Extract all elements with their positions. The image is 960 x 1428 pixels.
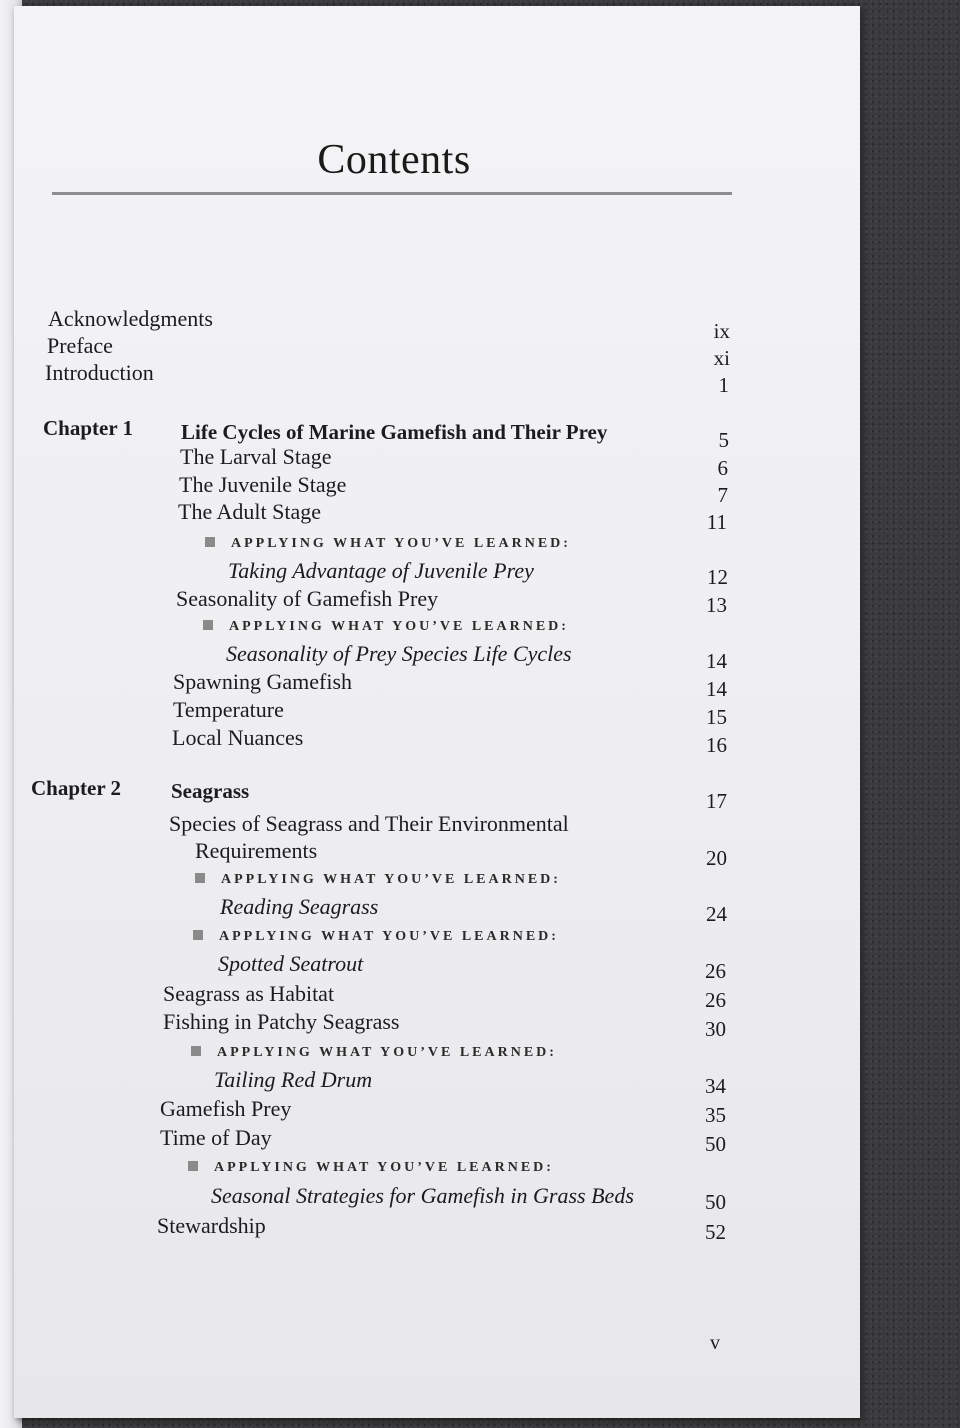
toc-page: 14	[706, 677, 727, 701]
toc-page: 13	[706, 593, 727, 617]
toc-page: 20	[706, 846, 727, 870]
page-title: Contents	[317, 137, 471, 183]
toc-page: 26	[705, 988, 726, 1012]
toc-page: 50	[705, 1190, 726, 1214]
toc-entry: Seasonality of Gamefish Prey	[176, 586, 439, 611]
toc-entry-sidebar: Spotted Seatrout	[218, 951, 364, 976]
applying-heading: APPLYING WHAT YOU’VE LEARNED:	[195, 872, 561, 888]
toc-entry-sidebar: Reading Seagrass	[220, 894, 379, 919]
toc-page: 7	[717, 483, 728, 507]
toc-entry: The Larval Stage	[180, 444, 332, 469]
toc-entry: Species of Seagrass and Their Environmental	[169, 811, 569, 836]
chapter-page: 17	[706, 789, 727, 813]
toc-page: 11	[706, 510, 727, 534]
chapter-title: Seagrass	[171, 779, 250, 803]
toc-page: 15	[706, 705, 727, 729]
toc-entry-sidebar: Taking Advantage of Juvenile Prey	[228, 558, 534, 583]
square-bullet-icon	[205, 537, 215, 547]
page-number: v	[710, 1332, 720, 1354]
toc-entry: Time of Day	[160, 1125, 272, 1150]
square-bullet-icon	[191, 1046, 201, 1056]
toc-entry: The Juvenile Stage	[179, 472, 347, 497]
square-bullet-icon	[203, 620, 213, 630]
toc-page-acknowledgments: ix	[713, 319, 730, 343]
applying-heading: APPLYING WHAT YOU’VE LEARNED:	[188, 1160, 554, 1176]
toc-entry-sidebar: Seasonality of Prey Species Life Cycles	[226, 641, 572, 666]
toc-entry: Stewardship	[157, 1213, 266, 1238]
toc-page: 24	[706, 902, 727, 926]
square-bullet-icon	[195, 873, 205, 883]
toc-page: 14	[706, 649, 727, 673]
square-bullet-icon	[193, 930, 203, 940]
applying-heading: APPLYING WHAT YOU’VE LEARNED:	[205, 536, 571, 552]
toc-entry: Local Nuances	[172, 725, 304, 750]
toc-page: 35	[705, 1103, 726, 1127]
toc-page: 52	[705, 1220, 726, 1244]
chapter-number: Chapter 1	[43, 416, 134, 440]
book-page	[14, 6, 860, 1418]
applying-heading: APPLYING WHAT YOU’VE LEARNED:	[193, 929, 559, 945]
toc-page: 12	[707, 565, 728, 589]
toc-page: 50	[705, 1132, 726, 1156]
toc-page: 34	[705, 1074, 726, 1098]
title-rule	[52, 192, 732, 195]
toc-page: 16	[706, 733, 727, 757]
square-bullet-icon	[188, 1161, 198, 1171]
toc-page-introduction: 1	[718, 373, 729, 397]
chapter-title: Life Cycles of Marine Gamefish and Their Prey	[181, 420, 608, 444]
toc-page: 26	[705, 959, 726, 983]
toc-entry: Fishing in Patchy Seagrass	[163, 1009, 400, 1034]
toc-entry: Gamefish Prey	[160, 1096, 292, 1121]
applying-heading: APPLYING WHAT YOU’VE LEARNED:	[203, 619, 569, 635]
chapter-page: 5	[718, 428, 729, 452]
toc-page-preface: xi	[713, 346, 730, 370]
applying-heading: APPLYING WHAT YOU’VE LEARNED:	[191, 1045, 557, 1061]
toc-entry: Temperature	[173, 697, 284, 722]
toc-entry-preface: Preface	[47, 333, 113, 358]
toc-entry: Spawning Gamefish	[173, 669, 353, 694]
toc-entry-sidebar: Seasonal Strategies for Gamefish in Grass Beds	[211, 1183, 634, 1208]
toc-page: 30	[705, 1017, 726, 1041]
toc-entry-sidebar: Tailing Red Drum	[214, 1067, 373, 1092]
toc-entry: The Adult Stage	[178, 499, 321, 524]
toc-page: 6	[717, 456, 728, 480]
chapter-number: Chapter 2	[31, 776, 122, 800]
toc-entry: Seagrass as Habitat	[163, 981, 335, 1006]
toc-entry-continued: Requirements	[195, 838, 318, 863]
toc-entry-introduction: Introduction	[45, 360, 154, 385]
toc-entry-acknowledgments: Acknowledgments	[48, 306, 213, 331]
